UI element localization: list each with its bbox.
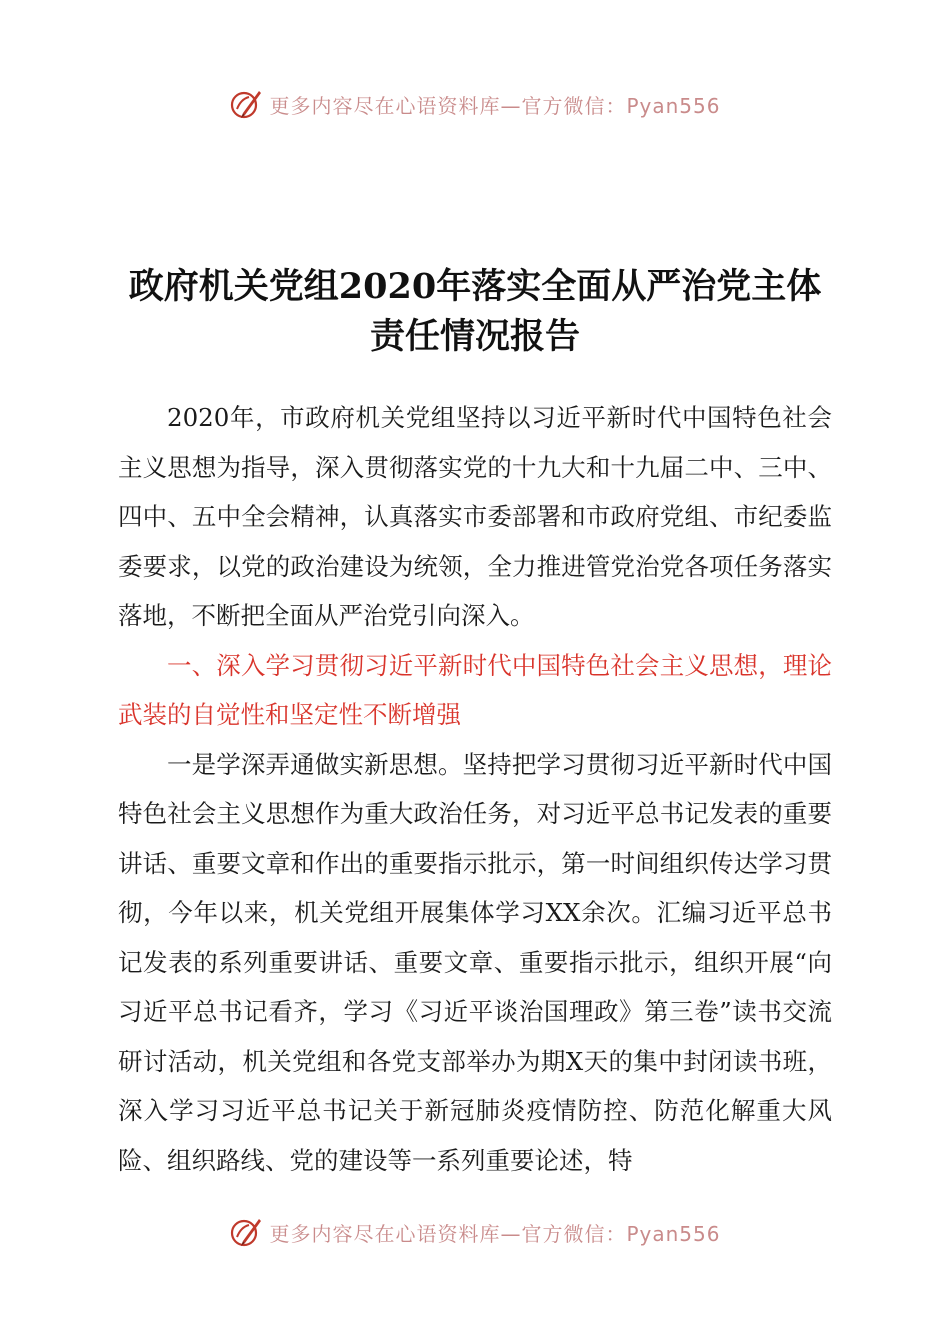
pen-logo-icon — [229, 1215, 263, 1249]
body-paragraph-1: 一是学深弄通做实新思想。坚持把学习贯彻习近平新时代中国特色社会主义思想作为重大政治任务，对习近平总书记发表的重要讲话、重要文章和作出的重要指示批示，第一时间组织传达学习贯彻，今年以来，机关党组开展集体学习XX余次。汇编习近平总书记发表的系列重要讲话、重要文章、重要指示批示，组织开展“向习近平总书记看齐，学习《习近平谈治国理政》第三卷”读书交流研讨活动，机关党组和各党支部举办为期X天的集中封闭读书班，深入学习习近平总书记关于新冠肺炎疫情防控、防范化解重大风险、组织路线、党的建设等一系列重要论述，特 — [118, 749, 832, 1175]
watermark-top — [0, 84, 950, 124]
title-line-2: 责任情况报告 — [369, 316, 580, 357]
document-body — [118, 393, 832, 1185]
pen-logo-icon — [229, 87, 263, 121]
section-heading-1: 一、深入学习贯彻习近平新时代中国特色社会主义思想，理论武装的自觉性和坚定性不断增强 — [118, 650, 832, 729]
document-title — [60, 262, 890, 362]
title-line-1: 政府机关党组2020年落实全面从严治党主体 — [128, 266, 822, 307]
watermark-text: 更多内容尽在心语资料库—官方微信：Pyan556 — [269, 93, 721, 118]
intro-paragraph: 2020年，市政府机关党组坚持以习近平新时代中国特色社会主义思想为指导，深入贯彻落实党的十九大和十九届二中、三中、四中、五中全会精神，认真落实市委部署和市政府党组、市纪委监委要求，以党的政治建设为统领，全力推进管党治党各项任务落实落地，不断把全面从严治党引向深入。 — [118, 403, 832, 630]
watermark-bottom — [0, 1212, 950, 1252]
watermark-text: 更多内容尽在心语资料库—官方微信：Pyan556 — [269, 1221, 721, 1246]
